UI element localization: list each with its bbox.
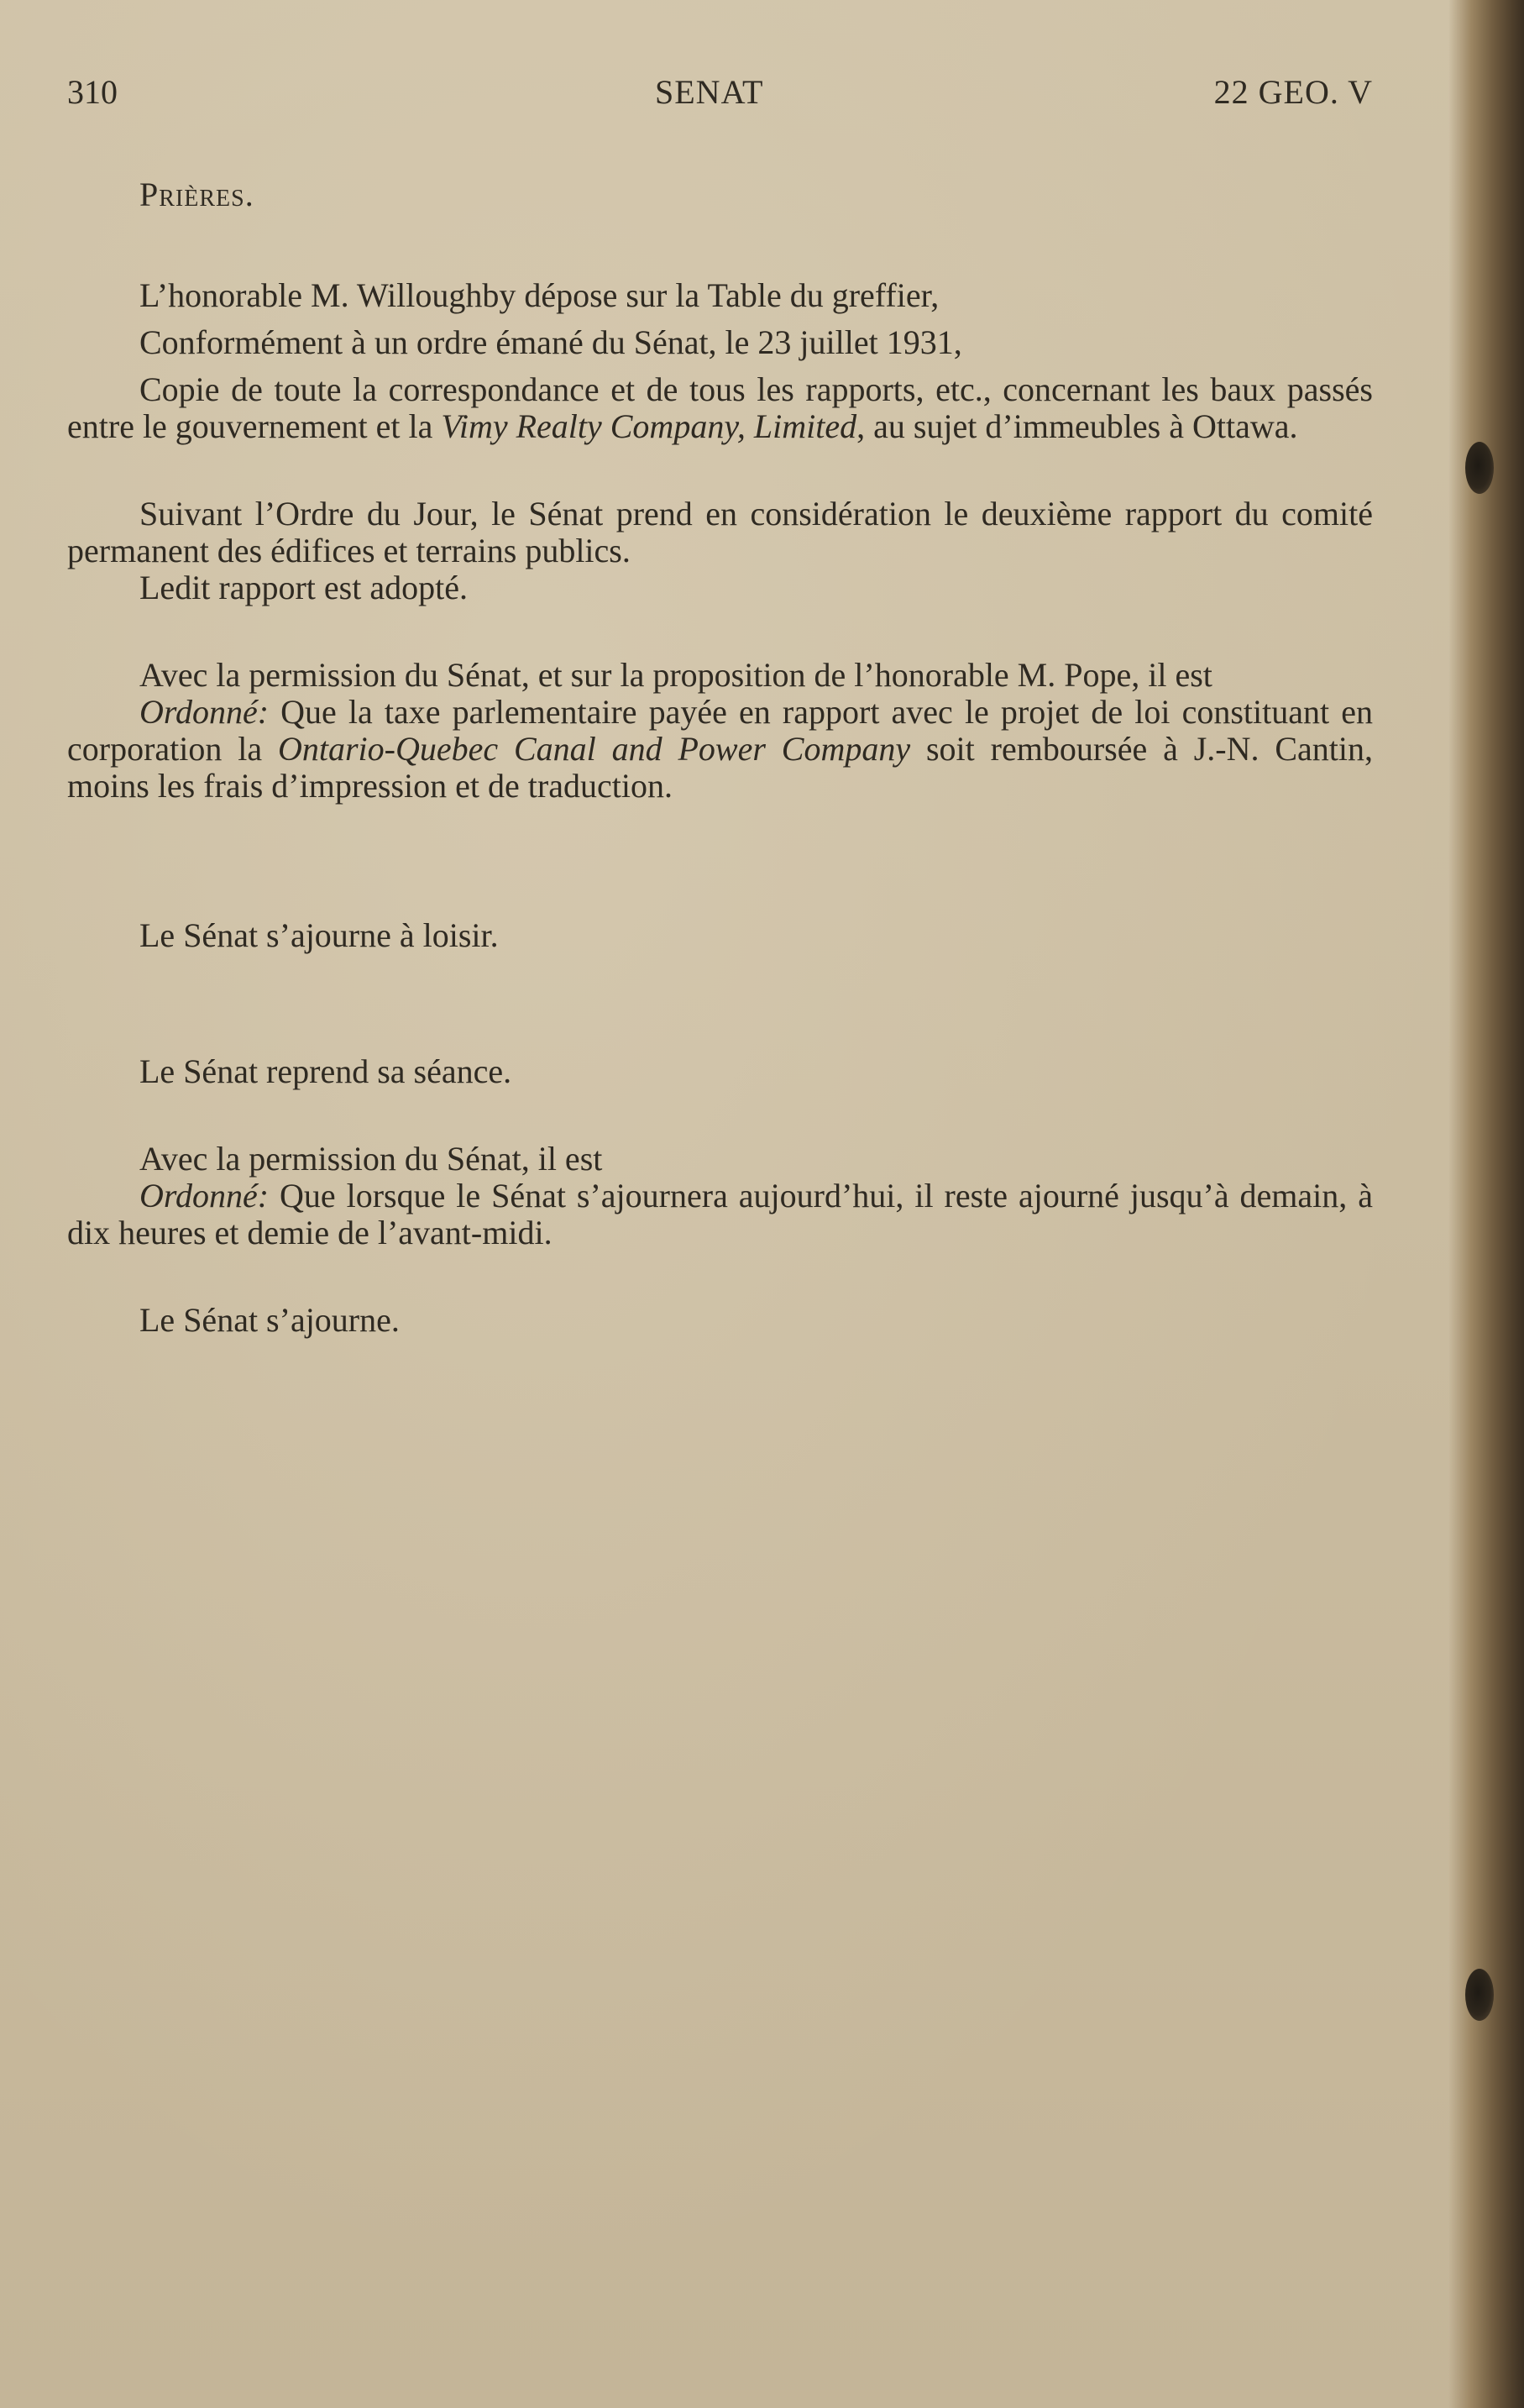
motion1-text-before: Que la taxe parlementaire payée en rapport avec le projet de loi constituant en corporation la	[67, 693, 1373, 768]
header-title: SENAT	[655, 73, 764, 111]
motion1-ordonne-label: Ordonné:	[139, 693, 270, 731]
resume-line: Le Sénat reprend sa séance.	[139, 1052, 512, 1090]
motion2-text: Que lorsque le Sénat s’ajournera aujourd’hui, il reste ajourné jusqu’à demain, à dix heures et demie de l’avant-midi.	[67, 1177, 1373, 1251]
tabling-text-after: , au sujet d’immeubles à Ottawa.	[856, 407, 1298, 445]
motion2-ordonne-label: Ordonné:	[139, 1177, 270, 1214]
adjourn-line: Le Sénat s’ajourne.	[139, 1301, 400, 1339]
running-header	[67, 72, 1373, 123]
punch-hole-top	[1465, 442, 1494, 494]
report-adopted: Ledit rapport est adopté.	[139, 569, 468, 606]
motion1-order	[67, 694, 1373, 805]
motion2-order	[67, 1178, 1373, 1251]
tabling-company: Vimy Realty Company, Limited	[441, 407, 857, 445]
tabling-text-before: Copie de toute la correspondance et de tous les rapports, etc., concernant les baux passés entre le gouvernement et la	[67, 370, 1373, 445]
punch-hole-bottom	[1465, 1969, 1494, 2021]
tabling-paragraph	[67, 371, 1373, 445]
book-binding-edge	[1448, 0, 1524, 2408]
recess-line: Le Sénat s’ajourne à loisir.	[139, 916, 499, 954]
motion1-company: Ontario-Quebec Canal and Power Company	[277, 730, 911, 768]
tabling-line-1: L’honorable M. Willoughby dépose sur la Table du greffier,	[139, 276, 940, 314]
motion1-text-after: soit remboursée à J.-N. Cantin, moins les frais d’impression et de traduction.	[67, 730, 1373, 805]
prayers-heading: Prières.	[139, 176, 254, 213]
journal-body	[67, 176, 1373, 1339]
header-session: 22 GEO. V	[1213, 73, 1373, 111]
motion1-intro: Avec la permission du Sénat, et sur la proposition de l’honorable M. Pope, il est	[139, 656, 1212, 694]
page-number: 310	[67, 73, 118, 111]
tabling-line-2: Conformément à un ordre émané du Sénat, le 23 juillet 1931,	[139, 323, 962, 361]
motion2-intro: Avec la permission du Sénat, il est	[139, 1140, 603, 1178]
report-paragraph: Suivant l’Ordre du Jour, le Sénat prend en considération le deuxième rapport du comité permanent des édifices et terrains publics.	[67, 495, 1373, 569]
